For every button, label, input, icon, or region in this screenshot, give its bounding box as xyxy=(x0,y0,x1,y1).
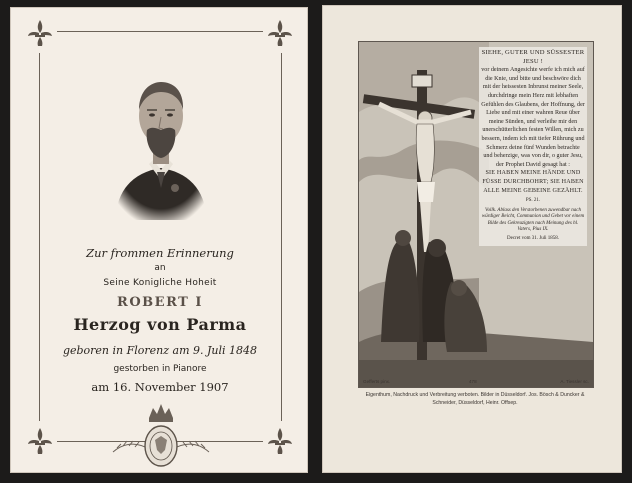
memorial-title: Seine Konigliche Hoheit xyxy=(103,278,217,288)
memorial-intro: Zur frommen Erinnerung xyxy=(86,246,234,260)
memorial-card-front xyxy=(10,7,308,473)
plate-number: 478 xyxy=(469,379,477,384)
crown-crest-icon xyxy=(109,400,213,474)
fleur-de-lis-icon xyxy=(265,426,295,456)
engraver-credit: A. Tiessler sc. xyxy=(560,379,589,384)
portrait-photo xyxy=(107,60,215,220)
memorial-an: an xyxy=(154,263,166,273)
prayer-quote: SIE HABEN MEINE HÄNDE UND FÜSSE DURCHBOHRT; SIE HABEN ALLE MEINE GEBEINE GEZÄHLT. xyxy=(482,170,584,194)
memorial-death-date: am 16. November 1907 xyxy=(91,380,229,394)
fleur-de-lis-icon xyxy=(25,426,55,456)
fleur-de-lis-icon xyxy=(25,18,55,48)
crucifixion-engraving xyxy=(358,41,594,388)
prayer-heading: SIEHE, GUTER UND SÜSSESTER JESU ! xyxy=(481,49,585,65)
memorial-duke: Herzog von Parma xyxy=(73,315,247,334)
decree-date: Decret vom 31. Juli 1858. xyxy=(507,236,559,242)
indulgence-note: Vollk. Ablass den Verstorbenen zuwendbar nach würdiger Beicht, Communion und Gebet vor einem Bilde des Gekreuzigten nach Meinung des hl. Vaters, Pius IX. xyxy=(481,207,585,232)
memorial-card-back xyxy=(322,5,622,473)
frame-top-line xyxy=(57,31,263,32)
prayer-text-block xyxy=(479,47,587,246)
fleur-de-lis-icon xyxy=(265,18,295,48)
painter-credit: Gefferts pinx. xyxy=(363,379,391,384)
memorial-born: geboren in Florenz am 9. Juli 1848 xyxy=(62,344,258,357)
publisher-footer: Eigenthum, Nachdruck und Verbreitung verboten. Bilder in Düsseldorf. Jos. Bösch & Duncker & Schneider, Düsseldorf, Heinr. Offsep. xyxy=(365,392,585,406)
memorial-died: gestorben in Pianore xyxy=(113,364,207,374)
prayer-reference: PS. 21. xyxy=(525,198,541,204)
memorial-name: ROBERT I xyxy=(117,295,203,310)
prayer-body: vor deinem Angesichte werfe ich mich auf die Knie, und bitte und beschwöre dich mit der heissesten Inbrunst meiner Seele, durchdringe mein Herz mit lebhaften Gefühlen des Glaubens, der Hoffnung, der Liebe und mit einer wahren Reue über meine Sünden, und verleihe mir den unerschütterlichen festen Willen, mich zu bessern, indem ich mit tiefer Rührung und Schmerz deine fünf Wunden betrachte und beherzige, was von dir, o guter Jesu, der Prophet David gesagt hat : xyxy=(481,67,585,168)
